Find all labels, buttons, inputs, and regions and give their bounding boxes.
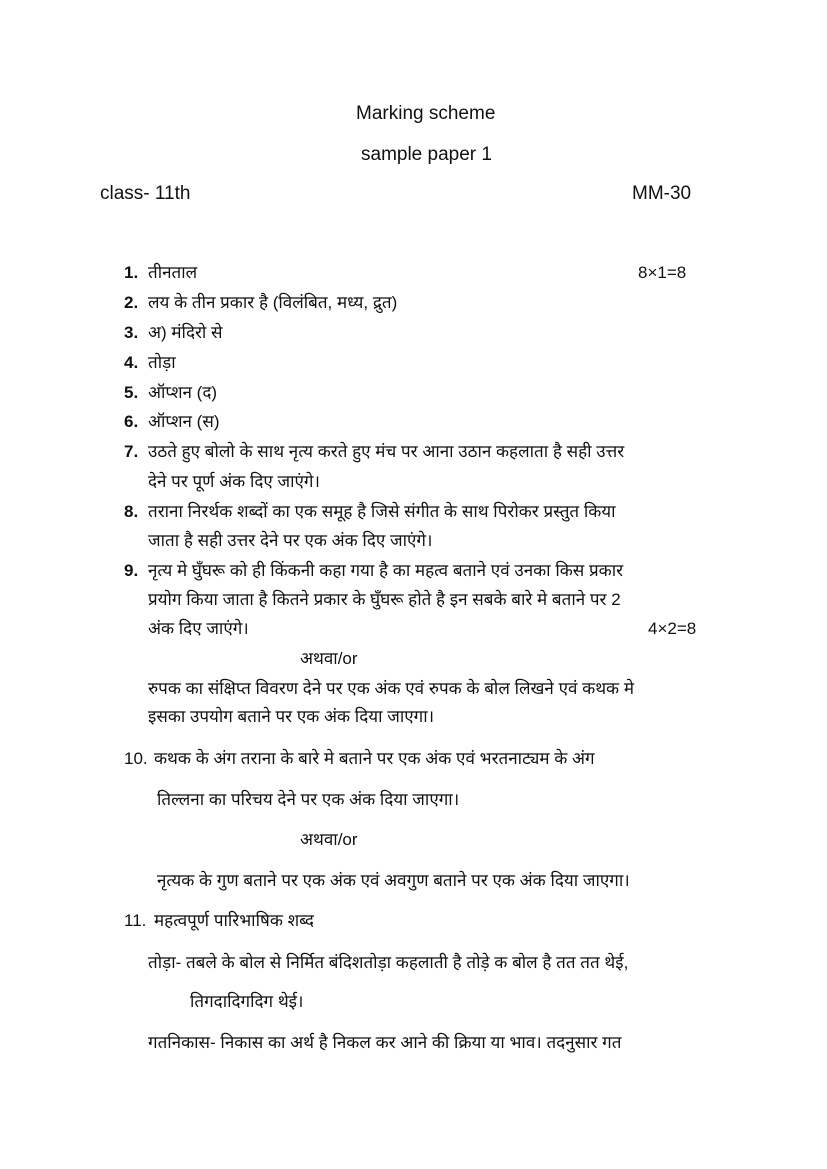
term-definition-continued: तिगदादिगदिग थेई।	[190, 992, 304, 1011]
term-definition: तोड़ा- तबले के बोल से निर्मित बंदिशतोड़ा कहलाती है तोड़े क बोल है तत तत थेई,	[148, 953, 629, 972]
answer-item	[124, 910, 314, 932]
answer-item	[124, 382, 217, 404]
marks-label: 4×2=8	[648, 619, 697, 638]
class-label: class- 11th	[100, 183, 191, 204]
term-definition: गतनिकास- निकास का अर्थ है निकल कर आने की क्रिया या भाव। तदनुसार गत	[148, 1033, 622, 1052]
alternate-answer-text: नृत्यक के गुण बताने पर एक अंक एवं अवगुण बताने पर एक अंक दिया जाएगा।	[157, 871, 630, 890]
answer-item	[124, 411, 220, 433]
answer-text: ऑप्शन (द)	[148, 383, 218, 402]
item-number: 11.	[124, 911, 147, 930]
answer-text: लय के तीन प्रकार है (विलंबित, मध्य, द्रुत)	[148, 293, 398, 312]
answer-text: उठते हुए बोलो के साथ नृत्य करते हुए मंच पर आना उठान कहलाता है सही उत्तर	[148, 442, 625, 461]
item-number: 1.	[124, 263, 139, 282]
answer-text: अ) मंदिरो से	[148, 323, 223, 342]
item-number: 7.	[124, 442, 139, 461]
answer-text: ऑप्शन (स)	[148, 412, 220, 431]
item-number: 10.	[124, 749, 148, 768]
answer-text: तीनताल	[148, 263, 198, 282]
alternate-answer-text: रुपक का संक्षिप्त विवरण देने पर एक अंक एवं रुपक के बोल लिखने एवं कथक मे	[148, 679, 635, 698]
item-number: 6.	[124, 412, 139, 431]
document-title: Marking scheme	[356, 103, 496, 124]
or-separator: अथवा/or	[300, 830, 358, 849]
answer-text-continued: तिल्लना का परिचय देने पर एक अंक दिया जाएगा।	[157, 790, 460, 809]
answer-item	[124, 560, 623, 582]
item-number: 9.	[124, 561, 139, 580]
answer-item	[124, 262, 197, 284]
answer-text-continued: अंक दिए जाएंगे।	[148, 619, 249, 638]
or-separator: अथवा/or	[300, 649, 358, 668]
answer-item	[124, 322, 223, 344]
item-number: 5.	[124, 383, 139, 402]
answer-item	[124, 292, 397, 314]
answer-text-continued: जाता है सही उत्तर देने पर एक अंक दिए जाएंगे।	[148, 531, 433, 550]
answer-text: महत्वपूर्ण पारिभाषिक शब्द	[154, 911, 314, 930]
max-marks: MM-30	[632, 183, 692, 204]
answer-text: तोड़ा	[148, 353, 176, 372]
answer-item	[124, 748, 595, 770]
item-number: 4.	[124, 353, 139, 372]
answer-item	[124, 352, 176, 374]
answer-item	[124, 441, 624, 463]
item-number: 3.	[124, 323, 139, 342]
item-number: 2.	[124, 293, 139, 312]
answer-text-continued: प्रयोग किया जाता है कितने प्रकार के घुँघरू होते है इन सबके बारे मे बताने पर 2	[148, 590, 621, 609]
marks-label: 8×1=8	[638, 263, 687, 282]
item-number: 8.	[124, 502, 139, 521]
answer-item	[124, 501, 616, 523]
answer-text: कथक के अंग तराना के बारे मे बताने पर एक अंक एवं भरतनाट्यम के अंग	[154, 749, 595, 768]
document-subtitle: sample paper 1	[361, 144, 492, 165]
answer-text: नृत्य मे घुँघरू को ही किंकनी कहा गया है का महत्व बताने एवं उनका किस प्रकार	[148, 561, 624, 580]
answer-text: तराना निरर्थक शब्दों का एक समूह है जिसे संगीत के साथ पिरोकर प्रस्तुत किया	[148, 502, 616, 521]
alternate-answer-text: इसका उपयोग बताने पर एक अंक दिया जाएगा।	[148, 707, 435, 726]
answer-text-continued: देने पर पूर्ण अंक दिए जाएंगे।	[148, 472, 320, 491]
